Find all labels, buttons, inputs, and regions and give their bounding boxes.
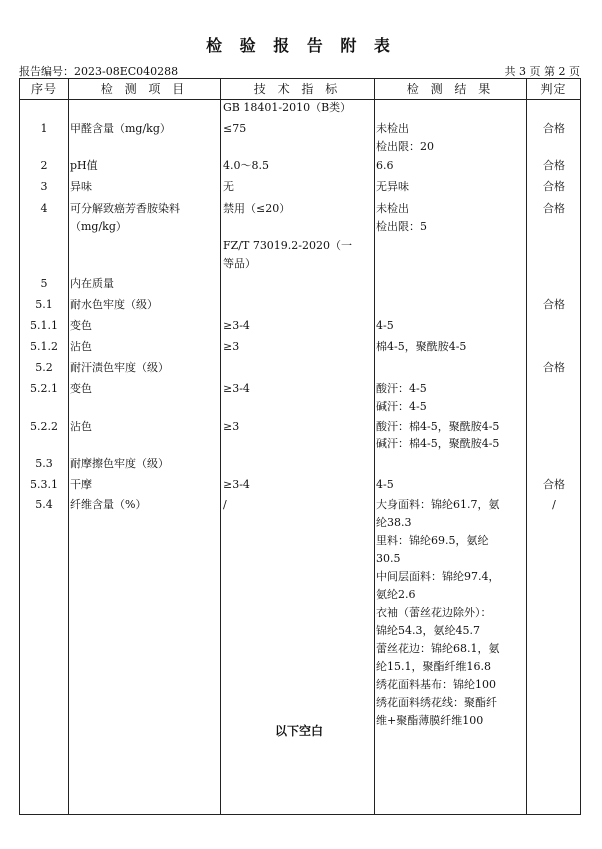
row-5-2-2-item: 沾色 [70,420,92,433]
row-5-1-2-no: 5.1.2 [30,340,58,353]
fiber-line: 里料：锦纶69.5，氨纶 [376,534,489,547]
standard-fzt-grade: 等品） [223,257,256,270]
row-5-2-judge: 合格 [543,361,565,374]
row-4-spec: 禁用（≤20） [223,202,291,215]
row-5-3-item: 耐摩擦色牢度（级） [70,457,169,470]
row-5-2-2-result-alkali: 碱汗：棉4-5，聚酰胺4-5 [376,437,500,450]
row-1-spec: ≤75 [223,122,247,135]
blank-note: 以下空白 [274,724,323,738]
report-number: 报告编号：2023-08EC040288 [19,65,179,78]
fiber-line: 大身面料：锦纶61.7，氨 [376,498,500,511]
row-5-1-judge: 合格 [543,298,565,311]
standard-gb: GB 18401-2010（B类） [223,101,352,114]
fiber-line: 氨纶2.6 [376,588,416,601]
row-5-1-no: 5.1 [35,298,53,311]
fiber-line: 绣花面料绣花线：聚酯纤 [376,696,497,709]
column-divider [526,79,527,814]
fiber-line: 锦纶54.3，氨纶45.7 [376,624,480,637]
row-5-1-2-spec: ≥3 [223,340,240,353]
column-divider [68,79,69,814]
row-5-1-2-item: 沾色 [70,340,92,353]
row-5-4-item: 纤维含量（%） [70,498,147,511]
row-5-3-1-no: 5.3.1 [30,478,58,491]
standard-fzt: FZ/T 73019.2-2020（一 [223,239,353,252]
row-4-item: 可分解致癌芳香胺染料 [70,202,180,215]
row-4-no: 4 [40,202,48,215]
row-5-3-1-spec: ≥3-4 [223,478,250,491]
row-4-item-unit: （mg/kg） [70,220,127,233]
page-title: 检 验 报 告 附 表 [206,36,396,55]
row-3-item: 异味 [70,180,92,193]
row-3-result: 无异味 [376,180,409,193]
row-5-2-item: 耐汗渍色牢度（级） [70,361,169,374]
row-2-no: 2 [40,159,48,172]
row-2-result: 6.6 [376,159,394,172]
row-5-3-1-result: 4-5 [376,478,394,491]
row-5-4-spec: / [223,498,227,511]
row-5-3-no: 5.3 [35,457,53,470]
results-table [19,78,581,815]
row-5-2-2-result-acid: 酸汗：棉4-5，聚酰胺4-5 [376,420,500,433]
row-5-2-1-spec: ≥3-4 [223,382,250,395]
row-4-result-limit: 检出限：5 [376,220,427,233]
row-5-2-1-no: 5.2.1 [30,382,58,395]
page-info: 共 3 页 第 2 页 [504,65,580,78]
row-1-result-limit: 检出限：20 [376,140,434,153]
row-5-1-1-result: 4-5 [376,319,394,332]
header-no: 序号 [30,82,57,96]
row-5-2-2-spec: ≥3 [223,420,240,433]
row-5-1-1-spec: ≥3-4 [223,319,250,332]
row-4-judge: 合格 [543,202,565,215]
row-3-judge: 合格 [543,180,565,193]
row-5-2-2-no: 5.2.2 [30,420,58,433]
row-5-4-judge: / [552,498,556,511]
row-5-4-no: 5.4 [35,498,53,511]
row-5-1-item: 耐水色牢度（级） [70,298,158,311]
row-2-spec: 4.0～8.5 [223,159,269,172]
row-2-judge: 合格 [543,159,565,172]
fiber-line: 衣袖（蕾丝花边除外）： [376,606,492,619]
row-5-3-1-item: 干摩 [70,478,92,491]
fiber-line: 维+聚酯薄膜纤维100 [376,714,484,727]
row-1-judge: 合格 [543,122,565,135]
row-3-no: 3 [40,180,48,193]
fiber-line: 纶38.3 [376,516,412,529]
fiber-line: 蕾丝花边：锦纶68.1，氨 [376,642,500,655]
row-1-no: 1 [40,122,48,135]
fiber-line: 中间层面料：锦纶97.4， [376,570,500,583]
row-5-2-1-item: 变色 [70,382,92,395]
row-5-2-no: 5.2 [35,361,53,374]
row-4-result: 未检出 [376,202,409,215]
column-divider [220,79,221,814]
fiber-line: 30.5 [376,552,401,565]
row-5-item: 内在质量 [70,277,114,290]
row-1-item: 甲醛含量（mg/kg） [70,122,171,135]
row-5-1-2-result: 棉4-5，聚酰胺4-5 [376,340,467,353]
header-spec: 技 术 指 标 [253,82,342,96]
row-5-1-1-item: 变色 [70,319,92,332]
row-5-3-1-judge: 合格 [543,478,565,491]
row-5-2-1-result-acid: 酸汗：4-5 [376,382,427,395]
column-divider [374,79,375,814]
row-3-spec: 无 [223,180,234,193]
row-5-2-1-result-alkali: 碱汗：4-5 [376,400,427,413]
row-5-1-1-no: 5.1.1 [30,319,58,332]
fiber-line: 绣花面料基布：锦纶100 [376,678,496,691]
header-judge: 判定 [540,82,567,96]
fiber-line: 纶15.1，聚酯纤维16.8 [376,660,491,673]
row-5-no: 5 [40,277,48,290]
header-item: 检 测 项 目 [100,82,189,96]
row-2-item: pH值 [70,159,98,172]
header-result: 检 测 结 果 [406,82,495,96]
row-1-result: 未检出 [376,122,409,135]
